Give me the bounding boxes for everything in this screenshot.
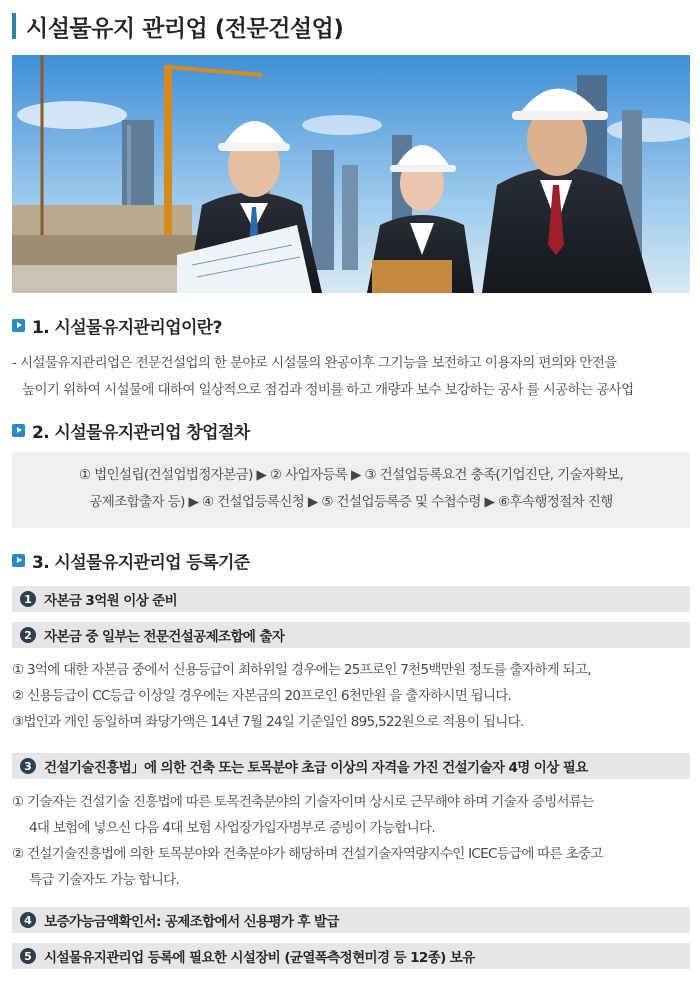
section-3-heading	[12, 548, 250, 572]
requirement-3-text: 건설기술진흥법」에 의한 건축 또는 토목분야 초급 이상의 자격을 가진 건설기술자 4명 이상 필요	[44, 760, 588, 776]
section-1-line-1: - 시설물유지관리업은 전문건설업의 한 분야로 시설물의 완공이후 그기능을 보전하고 이용자의 편의와 안전을	[12, 355, 617, 371]
requirement-1-bar	[12, 586, 690, 612]
title-accent-bar	[12, 13, 16, 39]
requirement-1-text: 자본금 3억원 이상 준비	[44, 593, 178, 609]
section-2-title: 2. 시설물유지관리업 창업절차	[32, 422, 250, 443]
requirement-4-bar	[12, 907, 690, 933]
requirement-2-detail-3: ③법인과 개인 동일하며 좌당가액은 14년 7월 24일 기준일인 895,522원으로 적용이 됩니다.	[12, 714, 524, 730]
requirement-5-bar	[12, 943, 690, 969]
procedure-line-1: ① 법인설립(건설업법정자본금) ▶ ② 사업자등록 ▶ ③ 건설업등록요건 충족(기업진단, 기술자확보,	[78, 467, 624, 483]
requirement-number-badge: 2	[20, 627, 36, 643]
page-title-text: 시설물유지 관리업 (전문건설업)	[26, 15, 344, 42]
procedure-box	[12, 452, 690, 528]
requirement-number-badge: 5	[20, 948, 36, 964]
arrow-bullet-icon	[12, 424, 25, 437]
arrow-bullet-icon	[12, 319, 25, 332]
requirement-3-details	[12, 789, 692, 893]
requirement-2-bar	[12, 622, 690, 648]
requirement-3-detail-2a: ② 건설기술진흥법에 의한 토목분야와 건축분야가 해당하며 건설기술자역량지수인 ICEC등급에 따른 초중고	[12, 846, 603, 862]
section-1-title: 1. 시설물유지관리업이란?	[32, 317, 222, 338]
section-3-title: 3. 시설물유지관리업 등록기준	[32, 552, 250, 573]
requirement-5-text: 시설물유지관리업 등록에 필요한 시설장비 (균열폭측정현미경 등 12종) 보유	[44, 950, 475, 966]
section-1-heading	[12, 313, 222, 337]
requirement-2-detail-1: ① 3억에 대한 자본금 중에서 신용등급이 최하위일 경우에는 25프로인 7천5백만원 정도를 출자하게 되고,	[12, 662, 591, 678]
requirement-number-badge: 3	[20, 758, 36, 774]
page-title	[12, 10, 343, 42]
section-1-description	[12, 350, 692, 404]
requirement-3-detail-2b: 특급 기술자도 가능 합니다.	[29, 872, 180, 888]
requirement-2-detail-2: ② 신용등급이 CC등급 이상일 경우에는 자본금의 20프로인 6천만원 을 출자하시면 됩니다.	[12, 688, 512, 704]
requirement-number-badge: 4	[20, 912, 36, 928]
hero-image	[12, 55, 690, 293]
requirement-2-details	[12, 657, 692, 735]
requirement-2-text: 자본금 중 일부는 전문건설공제조합에 출자	[44, 629, 285, 645]
section-1-line-2: 높이기 위하여 시설물에 대하여 일상적으로 점검과 정비를 하고 개량과 보수 보강하는 공사 를 시공하는 공사업	[22, 382, 634, 398]
procedure-line-2: 공제조합출자 등) ▶ ④ 건설업등록신청 ▶ ⑤ 건설업등록증 및 수첩수령 ▶ ⑥후속행정절차 진행	[89, 494, 613, 510]
requirement-3-detail-1b: 4대 보험에 넣으신 다음 4대 보험 사업장가입자명부로 증빙이 가능합니다.	[29, 820, 435, 836]
requirement-3-bar	[12, 753, 690, 779]
arrow-bullet-icon	[12, 554, 25, 567]
section-2-heading	[12, 418, 250, 442]
requirement-4-text: 보증가능금액확인서: 공제조합에서 신용평가 후 발급	[44, 914, 339, 930]
requirement-number-badge: 1	[20, 591, 36, 607]
requirement-3-detail-1a: ① 기술자는 건설기술 진흥법에 따른 토목건축분야의 기술자이며 상시로 근무해야 하며 기술자 증빙서류는	[12, 794, 594, 810]
